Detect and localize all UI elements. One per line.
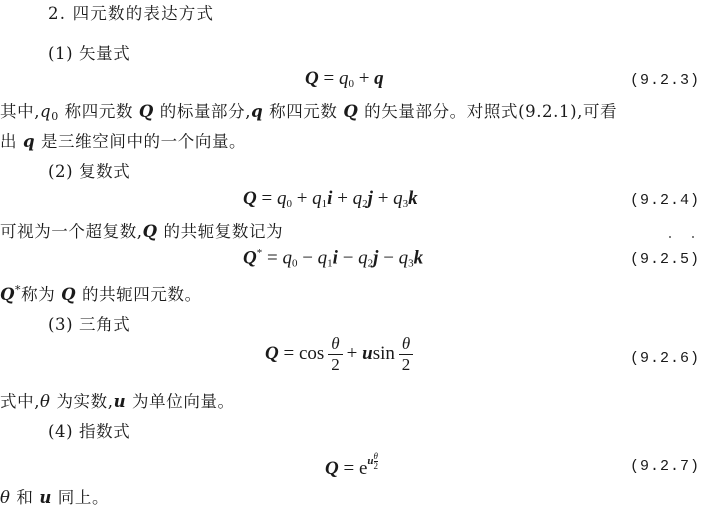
eq-subscript: 2 bbox=[367, 257, 374, 270]
inline-subscript: 0 bbox=[51, 110, 59, 123]
fraction-denominator: 2 bbox=[373, 461, 379, 471]
eq-exp-base: e bbox=[358, 458, 368, 480]
inline-symbol: Q bbox=[0, 285, 15, 304]
inline-symbol: Q bbox=[343, 102, 359, 121]
equation-9-2-7: $Q = e^{u \frac{\theta}{2}}$ bbox=[325, 451, 379, 480]
text-run: 其中, bbox=[0, 102, 41, 121]
eq-subscript: 3 bbox=[402, 198, 409, 210]
text-run: 称四元数 bbox=[263, 102, 344, 121]
text-run: 的矢量部分。对照式(9.2.1),可看 bbox=[358, 102, 618, 121]
item-trig-form: (3) 三角式 bbox=[48, 315, 131, 334]
paragraph-conjugate bbox=[0, 281, 712, 305]
eq-symbol: i bbox=[332, 247, 338, 269]
inline-symbol: Q bbox=[61, 285, 77, 304]
eq-symbol: q bbox=[276, 188, 287, 209]
eq-superscript: * bbox=[256, 247, 263, 259]
eq-symbol: j bbox=[373, 247, 379, 269]
eq-function: sin bbox=[372, 342, 395, 364]
equation-9-2-3: $Q = q_0 + q$ bbox=[305, 68, 384, 90]
eq-symbol: q bbox=[282, 247, 292, 269]
eq-symbol: k bbox=[413, 247, 424, 269]
eq-symbol: q bbox=[398, 247, 409, 269]
eq-fraction bbox=[399, 334, 413, 375]
equation-9-2-4: $Q = q_0 + q_1i + q_2j + q_3k$ bbox=[243, 188, 418, 210]
paragraph-hypercomplex bbox=[0, 218, 712, 242]
eq-subscript: 0 bbox=[291, 257, 298, 270]
paragraph-exp-definitions bbox=[0, 484, 712, 508]
inline-superscript: * bbox=[14, 283, 22, 297]
inline-symbol: θ bbox=[40, 392, 51, 411]
equation-9-2-5: $Q^* = q_0 - q_1i - q_2j - q_3k$ bbox=[243, 247, 424, 270]
eq-subscript: 3 bbox=[408, 257, 414, 270]
text-run: 为实数, bbox=[50, 392, 114, 411]
eq-exponent bbox=[367, 451, 379, 471]
eq-symbol: i bbox=[327, 188, 333, 209]
text-run: 是三维空间中的一个向量。 bbox=[35, 132, 247, 151]
inline-symbol: u bbox=[113, 392, 127, 411]
inline-symbol: q bbox=[251, 102, 264, 121]
eq-symbol: Q bbox=[243, 247, 257, 269]
eq-fraction bbox=[328, 334, 342, 375]
inline-symbol: Q bbox=[138, 102, 154, 121]
fraction-numerator: θ bbox=[399, 334, 413, 355]
equation-number: (9.2.4) bbox=[629, 192, 700, 209]
paragraph-trig-definitions bbox=[0, 388, 712, 412]
eq-subscript: 1 bbox=[321, 198, 328, 210]
item-exp-form: (4) 指数式 bbox=[48, 422, 131, 441]
text-run: 称为 bbox=[21, 285, 62, 304]
eq-subscript: 0 bbox=[348, 78, 354, 90]
exponent-fraction bbox=[374, 452, 379, 471]
item-complex-form: (2) 复数式 bbox=[48, 162, 131, 181]
text-run: 式中, bbox=[0, 392, 41, 411]
paragraph-vector-part bbox=[0, 98, 712, 123]
text-run: 可视为一个超复数, bbox=[0, 222, 143, 241]
text-run: 的共轭复数记为 bbox=[157, 222, 284, 241]
eq-subscript: 0 bbox=[286, 198, 292, 210]
eq-symbol: q bbox=[393, 188, 403, 209]
equation-number: (9.2.6) bbox=[629, 350, 700, 367]
eq-symbol: Q bbox=[243, 188, 257, 209]
fraction-numerator: θ bbox=[328, 334, 342, 355]
text-run: 同上。 bbox=[51, 488, 110, 507]
eq-symbol: u bbox=[362, 342, 373, 364]
equation-9-2-6: Q = cos $\frac{\theta}{2}$ + usin $\frac{\theta}{2}$ bbox=[265, 334, 417, 375]
eq-symbol: q bbox=[352, 188, 363, 209]
eq-symbol: Q bbox=[305, 68, 319, 89]
fraction-denominator: 2 bbox=[401, 355, 411, 374]
paragraph-vector-part-cont bbox=[0, 128, 712, 152]
eq-subscript: 1 bbox=[327, 257, 333, 270]
equation-number: (9.2.5) bbox=[629, 251, 700, 268]
equation-number: (9.2.3) bbox=[629, 72, 700, 89]
fraction-numerator: θ bbox=[373, 451, 378, 461]
inline-symbol: q bbox=[22, 132, 36, 151]
eq-symbol: q bbox=[317, 247, 328, 269]
eq-symbol: q bbox=[338, 68, 349, 89]
eq-function: cos bbox=[298, 342, 325, 364]
eq-symbol: q bbox=[374, 68, 384, 89]
eq-symbol: k bbox=[408, 188, 418, 209]
section-heading: 2. 四元数的表达方式 bbox=[48, 4, 215, 23]
text-run: 出 bbox=[0, 132, 23, 151]
exponent-symbol: u bbox=[367, 455, 374, 468]
text-run: 的共轭四元数。 bbox=[76, 285, 202, 304]
eq-subscript: 2 bbox=[362, 198, 368, 210]
inline-symbol: u bbox=[39, 488, 52, 507]
fraction-denominator: 2 bbox=[331, 355, 340, 374]
text-run: 的标量部分, bbox=[153, 102, 252, 121]
text-run: 称四元数 bbox=[58, 102, 139, 121]
eq-symbol: q bbox=[358, 247, 368, 269]
inline-symbol: Q bbox=[142, 222, 158, 241]
scan-speck bbox=[692, 236, 694, 238]
text-run: 为单位向量。 bbox=[126, 392, 235, 411]
text-run: 和 bbox=[10, 488, 40, 507]
inline-symbol: q bbox=[40, 102, 52, 121]
item-vector-form: (1) 矢量式 bbox=[48, 44, 131, 63]
inline-symbol: θ bbox=[0, 488, 11, 507]
eq-symbol: Q bbox=[265, 342, 279, 364]
scan-speck bbox=[669, 236, 671, 238]
equation-number: (9.2.7) bbox=[629, 458, 700, 475]
eq-symbol: q bbox=[312, 188, 322, 209]
eq-symbol: j bbox=[367, 188, 373, 209]
eq-symbol: Q bbox=[325, 458, 339, 480]
